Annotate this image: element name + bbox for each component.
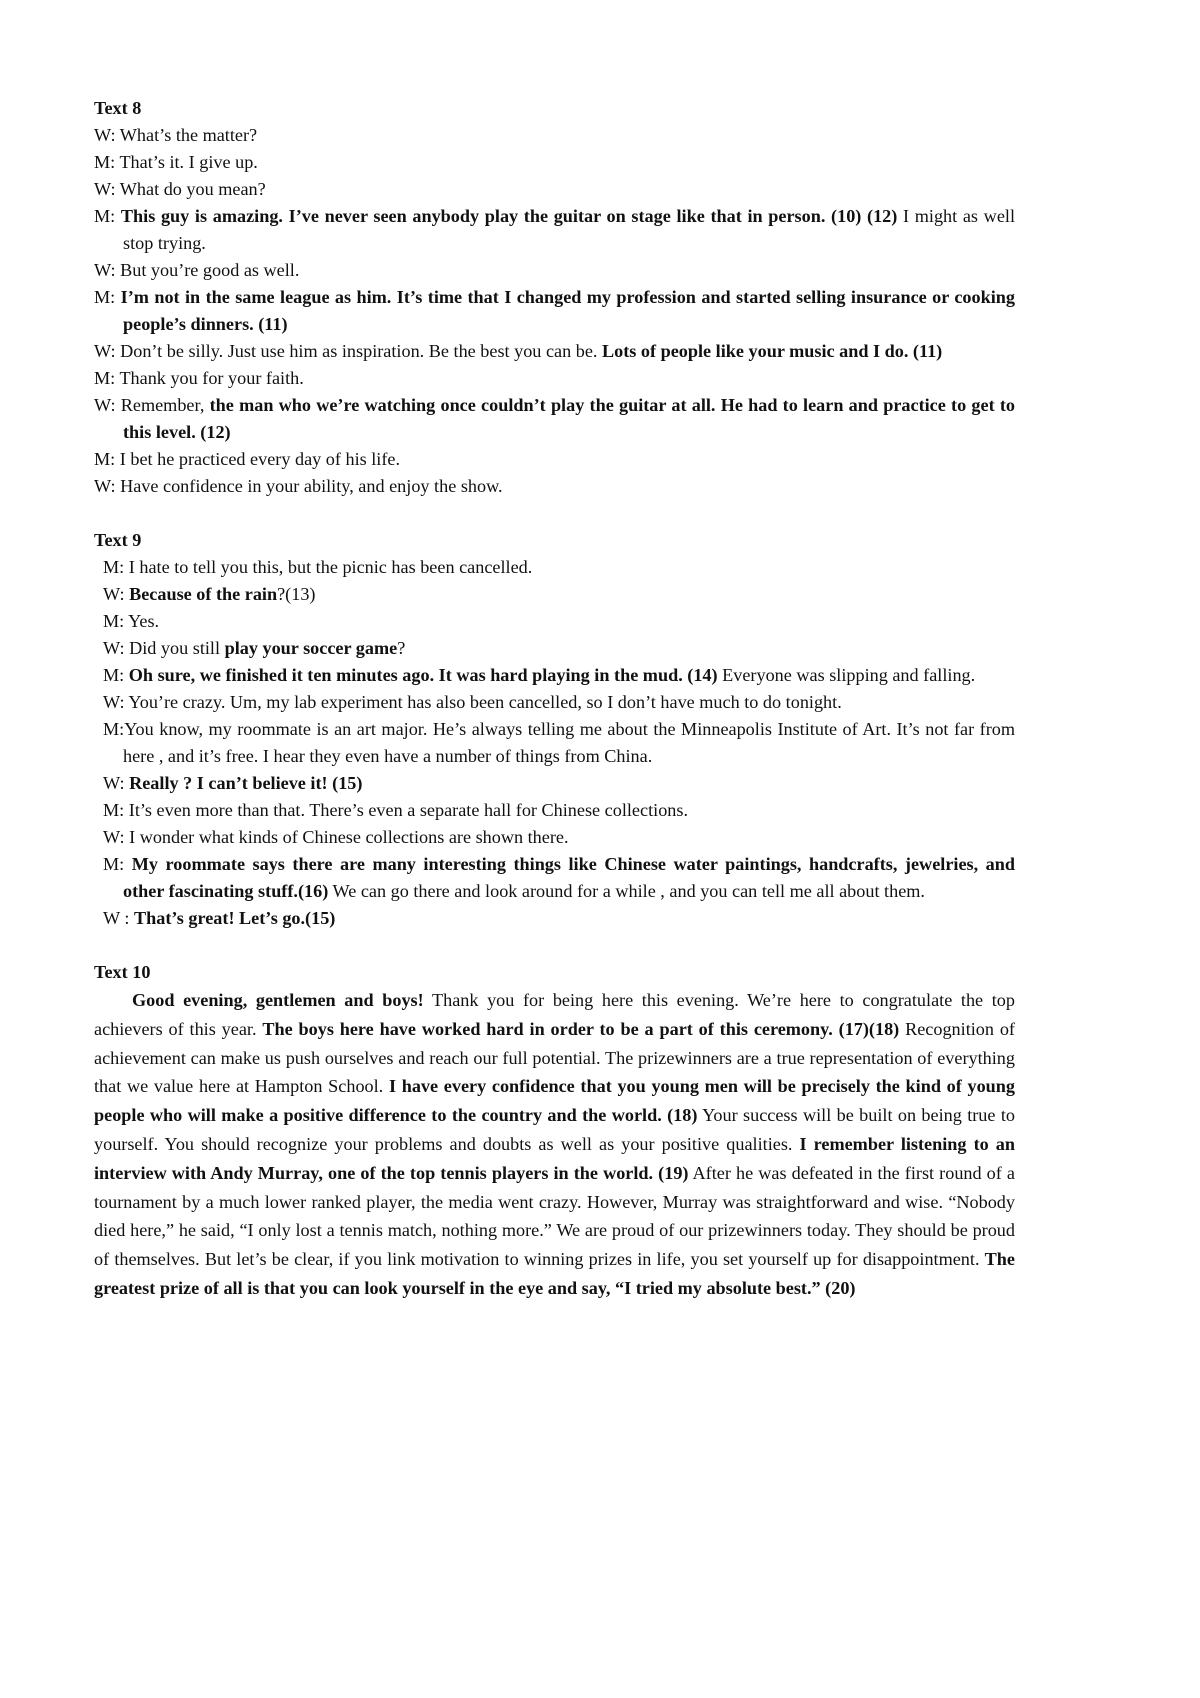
dialogue-line <box>94 581 1015 608</box>
answer-highlight: the man who we’re watching once couldn’t play the guitar at all. He had to learn and practice to get to this level. (12) <box>123 395 1016 442</box>
dialogue-line <box>94 905 1015 932</box>
dialogue-line <box>94 176 1015 203</box>
text-run: W: <box>103 773 130 793</box>
text-run: W: But you’re good as well. <box>94 260 300 280</box>
text-run: M: I hate to tell you this, but the picnic has been cancelled. <box>103 557 533 577</box>
dialogue-line <box>94 284 1015 338</box>
section-text-10 <box>94 959 1015 1303</box>
text-run: M: <box>94 287 121 307</box>
text-run: M: Yes. <box>103 611 160 631</box>
answer-highlight: I’m not in the same league as him. It’s time that I changed my profession and started selling insurance or cooking people’s dinners. (11) <box>120 287 1015 334</box>
text-run: ?(13) <box>277 584 316 604</box>
text-run: W: I wonder what kinds of Chinese collections are shown there. <box>103 827 569 847</box>
dialogue-line <box>94 824 1015 851</box>
answer-highlight: Good evening, gentlemen and boys! <box>132 990 424 1010</box>
dialogue-line <box>94 149 1015 176</box>
text-run: Everyone was slipping and falling. <box>717 665 976 685</box>
text-run: M: <box>94 206 121 226</box>
dialogue-line <box>94 122 1015 149</box>
text-run: W: Remember, <box>94 395 210 415</box>
text-run: W: <box>103 584 130 604</box>
section-heading: Text 8 <box>94 98 142 118</box>
text-run: W: You’re crazy. Um, my lab experiment has also been cancelled, so I don’t have much to do tonight. <box>103 692 842 712</box>
text-run: W: What do you mean? <box>94 179 266 199</box>
dialogue-line <box>94 635 1015 662</box>
text-run: M: <box>103 665 129 685</box>
text-run: M:You know, my roommate is an art major. He’s always telling me about the Minneapolis Institute of Art. It’s not far from here , and it’s free. I hear they even have a number of things from China. <box>103 719 1015 766</box>
text-run: M: I bet he practiced every day of his life. <box>94 449 401 469</box>
text-run: W: Have confidence in your ability, and enjoy the show. <box>94 476 503 496</box>
section-heading: Text 9 <box>94 530 142 550</box>
text-run: M: Thank you for your faith. <box>94 368 304 388</box>
dialogue-line <box>94 554 1015 581</box>
text-run: ? <box>397 638 406 658</box>
section-text-8 <box>94 95 1015 500</box>
answer-highlight: The boys here have worked hard in order to be a part of this ceremony. (17)(18) <box>262 1018 900 1039</box>
answer-highlight: I have every confidence that you young men will be precisely the kind of young people who will make a positive difference to the country and the world. (18) <box>94 1076 1016 1126</box>
dialogue-line <box>94 392 1015 446</box>
dialogue <box>94 554 1015 932</box>
dialogue-line <box>94 797 1015 824</box>
dialogue-line <box>94 608 1015 635</box>
dialogue-line <box>94 203 1015 257</box>
text-run: M: <box>103 854 132 874</box>
speech-paragraph <box>94 986 1015 1303</box>
section-heading: Text 10 <box>94 962 151 982</box>
dialogue <box>94 122 1015 500</box>
dialogue-line <box>94 473 1015 500</box>
answer-highlight: That’s great! Let’s go.(15) <box>133 908 336 928</box>
answer-highlight: This guy is amazing. I’ve never seen anybody play the guitar on stage like that in person. (10) (12) <box>120 206 898 226</box>
answer-highlight: Really ? I can’t believe it! (15) <box>129 773 363 793</box>
dialogue-line <box>94 851 1015 905</box>
answer-highlight: Oh sure, we finished it ten minutes ago. It was hard playing in the mud. (14) <box>128 665 718 685</box>
answer-highlight: Lots of people like your music and I do. (11) <box>602 341 943 361</box>
answer-highlight: Because of the rain <box>129 584 278 604</box>
answer-highlight: My roommate says there are many interesting things like Chinese water paintings, handcrafts, jewelries, and other fascinating stuff.(16) <box>123 854 1015 901</box>
text-run: W : <box>103 908 134 928</box>
dialogue-line <box>94 257 1015 284</box>
answer-highlight: I remember listening to an interview with Andy Murray, one of the top tennis players in the world. (19) <box>94 1133 1015 1183</box>
answer-highlight: The greatest prize of all is that you can look yourself in the eye and say, “I tried my absolute best.” (20) <box>94 1249 1015 1298</box>
text-run: Your success will be built on being true to yourself. You should recognize your problems and doubts as well as your positive qualities. <box>94 1105 1015 1154</box>
text-run: I might as well stop trying. <box>123 206 1015 253</box>
dialogue-line <box>94 689 1015 716</box>
text-run: W: What’s the matter? <box>94 125 258 145</box>
dialogue-line <box>94 365 1015 392</box>
dialogue-line <box>94 338 1015 365</box>
document-page <box>94 95 1015 1303</box>
section-text-9 <box>94 527 1015 932</box>
text-run: M: It’s even more than that. There’s even a separate hall for Chinese collections. <box>103 800 689 820</box>
dialogue-line <box>94 716 1015 770</box>
text-run: W: Did you still <box>103 638 225 658</box>
dialogue-line <box>94 770 1015 797</box>
text-run: W: Don’t be silly. Just use him as inspiration. Be the best you can be. <box>94 341 602 361</box>
dialogue-line <box>94 662 1015 689</box>
answer-highlight: play your soccer game <box>224 638 398 658</box>
text-run: Recognition of achievement can make us push ourselves and reach our full potential. The prizewinners are a true representation of everything that we value here at Hampton School. <box>94 1018 1015 1097</box>
text-run: M: That’s it. I give up. <box>94 152 258 172</box>
text-run: After he was defeated in the first round of a tournament by a much lower ranked player, the media went crazy. However, Murray was straightforward and wise. “Nobody died here,” he said, “I only lost a tennis match, nothing more.” We are proud of our prizewinners today. They should be proud of themselves. But let’s be clear, if you link motivation to winning prizes in life, you set yourself up for disappointment. <box>94 1162 1015 1270</box>
text-run: Thank you for being here this evening. We’re here to congratulate the top achievers of this year. <box>94 990 1015 1039</box>
text-run: We can go there and look around for a while , and you can tell me all about them. <box>328 881 925 901</box>
dialogue-line <box>94 446 1015 473</box>
